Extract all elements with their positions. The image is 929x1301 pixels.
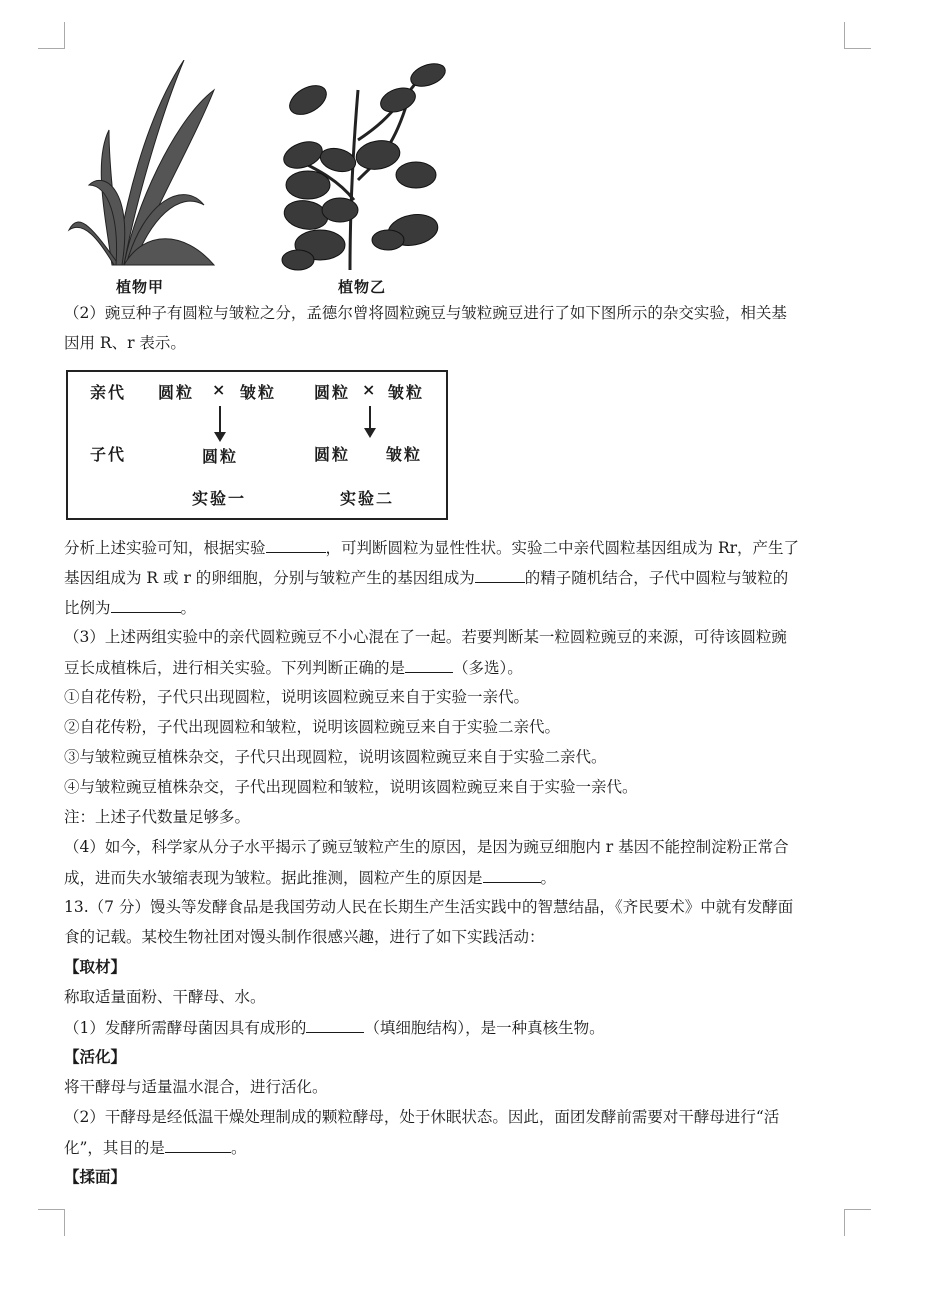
q4-text-2b: 。 [540, 869, 557, 887]
exp2-arrow [369, 406, 371, 430]
analysis-text-3b: 。 [180, 599, 197, 617]
q4-text-2a: 成，进而失水皱缩表现为皱粒。据此推测，圆粒产生的原因是 [64, 869, 483, 887]
q3-text-2b: （多选）。 [453, 659, 523, 677]
q13-part-2-text-b: 化”，其目的是 [64, 1139, 165, 1157]
exp2-parent-round: 圆粒 [314, 383, 351, 402]
exp2-cross-symbol: × [362, 380, 378, 399]
exp1-cross-symbol: × [212, 380, 228, 399]
answer-blank-sperm-genotype[interactable] [475, 566, 525, 583]
q2-line-1: （2）豌豆种子有圆粒与皱粒之分，孟德尔曾将圆粒豌豆与皱粒豌豆进行了如下图所示的杂交实验，相关基 [64, 304, 787, 322]
exp1-parent-round: 圆粒 [158, 383, 195, 402]
answer-blank-ratio[interactable] [111, 596, 181, 613]
answer-blank-multi-choice[interactable] [405, 656, 453, 673]
section-heading-activation: 【活化】 [64, 1047, 127, 1066]
analysis-text-2b: 的精子随机结合，子代中圆粒与皱粒的 [524, 569, 789, 587]
exp1-arrow [219, 406, 221, 434]
answer-blank-cell-structure[interactable] [306, 1016, 364, 1033]
plant-b-label: 植物乙 [338, 278, 387, 296]
q3-option-3: ③与皱粒豌豆植株杂交，子代只出现圆粒，说明该圆粒豌豆来自于实验二亲代。 [64, 748, 607, 766]
row-label-child: 子代 [90, 445, 127, 464]
activation-text: 将干酵母与适量温水混合，进行活化。 [64, 1078, 328, 1096]
exp1-child-round: 圆粒 [202, 447, 239, 466]
q3-text-2a: 豆长成植株后，进行相关实验。下列判断正确的是 [64, 659, 406, 677]
exp2-child-round: 圆粒 [314, 445, 351, 464]
analysis-text-3a: 比例为 [64, 599, 111, 617]
q3-line-2 [64, 656, 523, 679]
answer-blank-experiment[interactable] [266, 536, 326, 553]
q13-part-1 [64, 1016, 605, 1039]
crop-mark-bottom-right [844, 1209, 871, 1236]
analysis-text-2a: 基因组成为 R 或 r 的卵细胞，分别与皱粒产生的基因组成为 [64, 569, 475, 587]
crop-mark-top-right [844, 22, 871, 49]
q3-line-1: （3）上述两组实验中的亲代圆粒豌豆不小心混在了一起。若要判断某一粒圆粒豌豆的来源，可待该圆粒豌 [64, 628, 787, 646]
exp1-parent-wrinkled: 皱粒 [240, 383, 277, 402]
answer-blank-activation-purpose[interactable] [165, 1136, 231, 1153]
analysis-text-1a: 分析上述实验可知，根据实验 [64, 539, 266, 557]
q13-part-2-text-c: 。 [230, 1139, 247, 1157]
plant-b-illustration [278, 60, 458, 275]
q13-part-1-text-a: （1）发酵所需酵母菌因具有成形的 [64, 1019, 307, 1037]
cross-experiment-diagram [66, 370, 448, 520]
q3-option-4: ④与皱粒豌豆植株杂交，子代出现圆粒和皱粒，说明该圆粒豌豆来自于实验一亲代。 [64, 778, 638, 796]
section-heading-materials: 【取材】 [64, 957, 127, 976]
crop-mark-bottom-left [38, 1209, 65, 1236]
section-heading-kneading: 【揉面】 [64, 1167, 127, 1186]
q2-line-2: 因用 R、r 表示。 [64, 334, 186, 352]
q13-line-2: 食的记载。某校生物社团对馒头制作很感兴趣，进行了如下实践活动： [64, 928, 545, 946]
materials-text: 称取适量面粉、干酵母、水。 [64, 988, 266, 1006]
exp2-parent-wrinkled: 皱粒 [388, 383, 425, 402]
plant-a-label: 植物甲 [116, 278, 165, 296]
analysis-line-2 [64, 566, 788, 589]
q4-line-1: （4）如今，科学家从分子水平揭示了豌豆皱粒产生的原因，是因为豌豆细胞内 r 基因不能控制淀粉正常合 [64, 838, 789, 856]
q3-note: 注：上述子代数量足够多。 [64, 808, 251, 826]
q13-line-1: 13.（7 分）馒头等发酵食品是我国劳动人民在长期生产生活实践中的智慧结晶，《齐民要术》中就有发酵面 [64, 898, 794, 916]
analysis-line-1 [64, 536, 799, 559]
exp1-name: 实验一 [192, 489, 247, 508]
crop-mark-top-left [38, 22, 65, 49]
q4-line-2 [64, 866, 556, 889]
analysis-line-3 [64, 596, 196, 619]
answer-blank-round-reason[interactable] [483, 866, 541, 883]
plant-a-illustration [64, 60, 224, 275]
row-label-parent: 亲代 [90, 383, 127, 402]
q13-part-2-line-2 [64, 1136, 246, 1159]
q13-part-1-text-b: （填细胞结构），是一种真核生物。 [364, 1019, 605, 1037]
plant-figures [60, 60, 460, 300]
exp2-child-wrinkled: 皱粒 [386, 445, 423, 464]
analysis-text-1b: ，可判断圆粒为显性性状。实验二中亲代圆粒基因组成为 Rr，产生了 [325, 539, 800, 557]
q13-part-2-line-1: （2）干酵母是经低温干燥处理制成的颗粒酵母，处于休眠状态。因此，面团发酵前需要对干酵母进行“活 [64, 1108, 780, 1126]
q3-option-2: ②自花传粉，子代出现圆粒和皱粒，说明该圆粒豌豆来自于实验二亲代。 [64, 718, 561, 736]
q3-option-1: ①自花传粉，子代只出现圆粒，说明该圆粒豌豆来自于实验一亲代。 [64, 688, 530, 706]
exp2-name: 实验二 [340, 489, 395, 508]
